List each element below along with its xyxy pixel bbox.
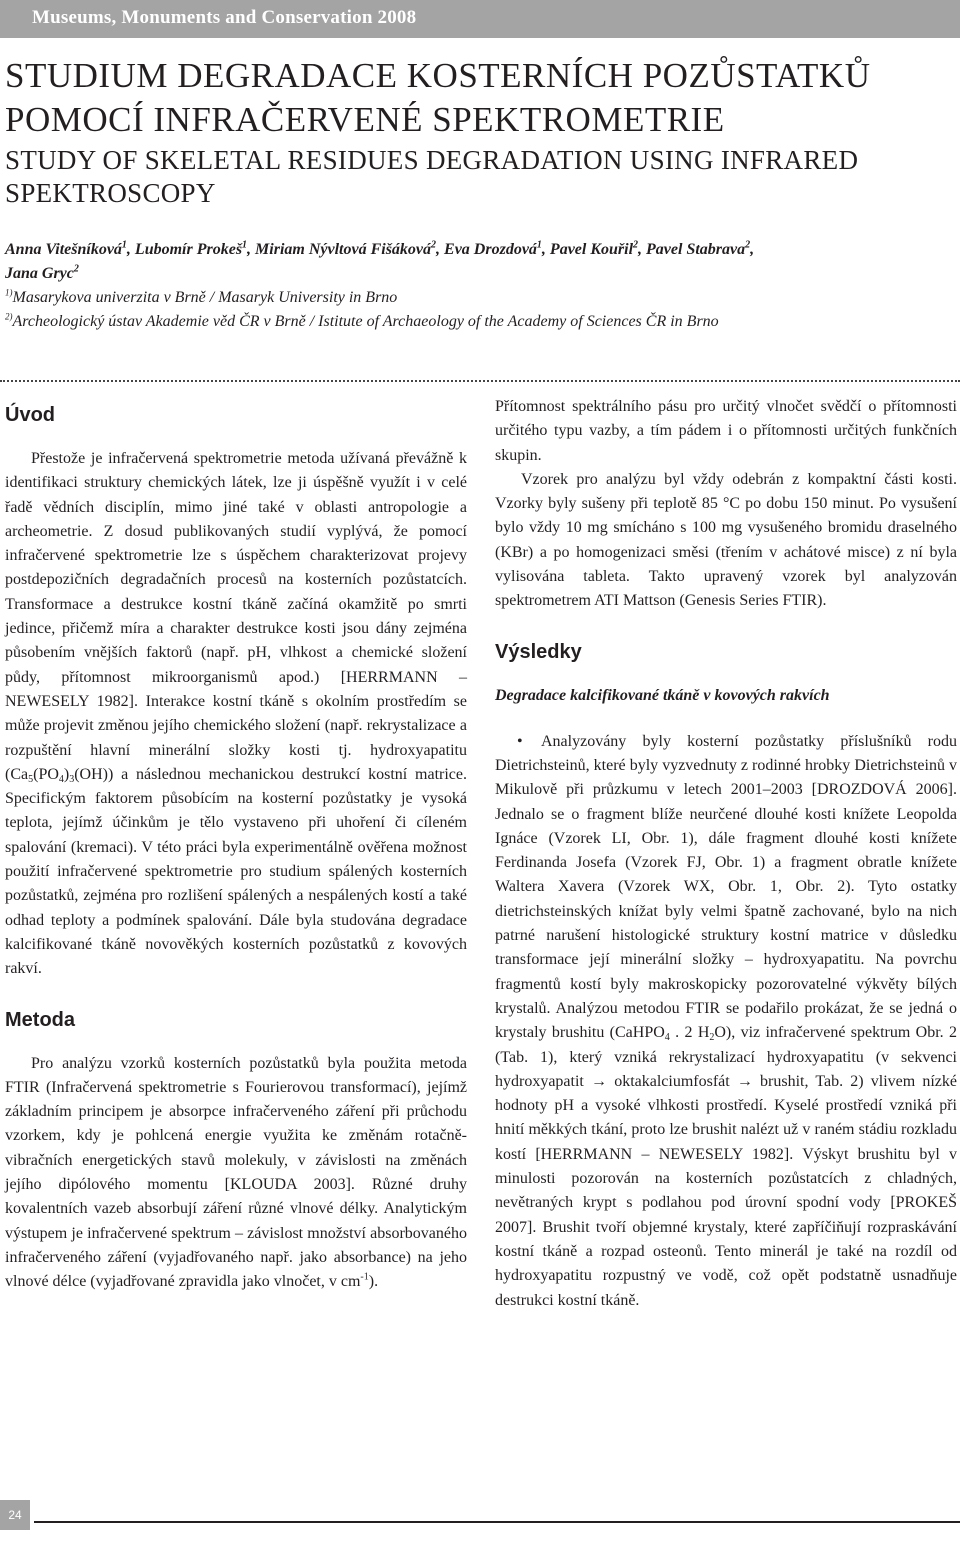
title-en-line-1: STUDY OF SKELETAL RESIDUES DEGRADATION USING INFRARED xyxy=(5,145,859,175)
author: Miriam Nývltová Fišáková$^2$ xyxy=(255,239,437,258)
footer-rule xyxy=(34,1521,960,1523)
paragraph-uvod: Přestože je infračervená spektrometrie metoda užívaná převážně k identifikaci struktury chemických látek, lze ji úspěšně využít i v celé řadě vědních disciplín, mimo jiné také v oblasti antropologie a archeometrie. Z dosud publikovaných studií vyplývá, že pomocí infračervené spektrometrie lze s úspěchem charakterizovat projevy postdepozičních degradačních procesů na kosterních pozůstatcích. Transformace a destrukce kostní tkáně začíná okamžitě po smrti jedince, přičemž míra a charakter destrukce kosti jsou dány zejména působením vnějších faktorů (např. pH, vlhkost a chemické složení půdy, přítomnost mikroorganismů apod.) [HERRMANN – NEWESELY 1982]. Interakce kostní tkáně s okolním prostředím se může projevit změnou jejího chemického složení (např. rekrystalizace a rozpuštění hlavní minerální složky kosti tj. hydroxyapatitu $(Ca_5(PO_4)_3(OH))$ a následnou mechanickou destrukcí kostní matrice. Specifickým faktorem působícím na kosterní pozůstatky je vysoká teplota, jejímž účinkům je tělo vystaveno při uhoření či cíleném spalování (kremaci). V této práci byla experimentálně ověřena možnost použití infračervené spektrometrie pro studium spálených kosterních pozůstatků, zejména pro rozlišení spálených a nespálených kostí a také odhad teploty a podmínek spalování. Dále byla studována degradace kalcifikované tkáně novověkých kosterních pozůstatků z kovových rakví. xyxy=(5,450,467,978)
author: Anna Vitešníková$^1$ xyxy=(5,239,127,258)
title-cz-line-1: STUDIUM DEGRADACE KOSTERNÍCH POZŮSTATKŮ xyxy=(5,56,871,95)
affiliation-1: $^{1)}$Masarykova univerzita v Brně / Masaryk University in Brno xyxy=(5,287,398,306)
section-heading-vysledky: Výsledky xyxy=(495,640,582,663)
journal-title: Museums, Monuments and Conservation 2008 xyxy=(32,7,417,28)
dotted-divider xyxy=(0,380,960,382)
journal-header-bar xyxy=(0,0,960,38)
title-cz-line-2: POMOCÍ INFRAČERVENÉ SPEKTROMETRIE xyxy=(5,100,725,139)
author: Eva Drozdová$^1$ xyxy=(444,239,542,258)
bullet-paragraph-dietrichstein: • Analyzovány byly kosterní pozůstatky příslušníků rodu Dietrichsteinů, které byly vyzvednuty z rodinné hrobky Dietrichsteinů v Mikulově při průzkumu v letech 2001–2003 [DROZDOVÁ 2006]. Jednalo se o fragment blíže neurčené dlouhé kosti knížete Leopolda Ignáce (Vzorek LI, Obr. 1), dále fragment dlouhé kosti knížete Ferdinanda Josefa (Vzorek FJ, Obr. 1) a fragment obratle knížete Waltera Xavera (Vzorek WX, Obr. 1, Obr. 2). Tyto ostatky dietrichsteinských knížat byly velmi špatně zachované, bylo na nich patrné narušení histologické struktury kostní matrice v důsledku transformace její minerální složky – hydroxyapatitu. Na povrchu fragmentů kostí byly makroskopicky pozorovatelné výkvěty bílých krystalů. Analýzou metodou FTIR se podařilo prokázat, že se jedná o krystaly brushitu (CaHPO$_4$ . 2 $H_2O$), viz infračervené spektrum Obr. 2 (Tab. 1), který vzniká rekrystalizací hydroxyapatitu (v sekvenci hydroxyapatit → oktakalciumfosfát → brushit, Tab. 2) vlivem nízké hodnoty pH a vysoké vlhkosti prostředí. Kyselé prostředí vzniká při hnití měkkých tkání, proto lze brushit nalézt už v raném stádiu rozkladu kostí [HERRMANN – NEWESELY 1982]. Výskyt brushitu byl v minulosti pozorován na kosterních pozůstatcích z chladných, nevětraných krypt s podlahou pod úrovní spodní vody [PROKEŠ 2007]. Brushit tvoří objemné krystaly, které zapříčiňují rozpraskávání kostní tkáně a rozpad osteonů. Tento minerál je také na rozdíl od hydroxyapatitu rozpustný ve vodě, což opět podstatně usnadňuje destrukci kostní tkáně. xyxy=(495,730,957,1313)
left-column xyxy=(5,395,467,1295)
page-number: 24 xyxy=(0,1500,30,1530)
paragraph-spectral-band: Přítomnost spektrálního pásu pro určitý vlnočet svědčí o přítomnosti určitého typu vazby, a tím pádem i o přítomnosti určitých funkčních skupin. xyxy=(495,398,957,464)
article-title-czech xyxy=(5,54,955,142)
bullet-icon: • xyxy=(517,732,523,750)
author-list: Anna Vitešníková$^1$, Lubomír Prokeš$^1$, Miriam Nývltová Fišáková$^2$, Eva Drozdová$^1$, Pavel Kouřil$^2$, Pavel Stabrava$^2$, Jana Gryc$^2$ xyxy=(5,239,755,282)
author: Pavel Stabrava$^2$ xyxy=(646,239,751,258)
paragraph-metoda: Pro analýzu vzorků kosterních pozůstatků byla použita metoda FTIR (Infračervená spektrometrie s Fourierovou transformací), jejímž základním principem je absorpce infračerveného záření při průchodu vzorkem, kdy je pohlcená energie využita ke změnám rotačně-vibračních energetických stavů molekuly, v závislosti na změnách jejího dipólového momentu [KLOUDA 2003]. Různé druhy kovalentních vazeb absorbují záření různé vlnové délky. Analytickým výstupem je infračervené spektrum – závislost množství absorbovaného infračerveného záření (vyjadřovaného např. jako absorbance) na jeho vlnové délce (vyjadřované zpravidla jako vlnočet, v $cm^{-1}$). xyxy=(5,1054,467,1291)
author: Jana Gryc$^2$ xyxy=(5,263,79,282)
paragraph-sample-preparation: Vzorek pro analýzu byl vždy odebrán z kompaktní části kosti. Vzorky byly sušeny při teplotě 85 °C po dobu 150 minut. Po vysušení bylo vždy 10 mg smícháno s 100 mg vysušeného bromidu draselného (KBr) a po homogenizaci směsi (třením v achátové misce) z ní byla vylisována tableta. Takto upravený vzorek byl analyzován spektrometrem ATI Mattson (Genesis Series FTIR). xyxy=(495,470,957,610)
author: Pavel Kouřil$^2$ xyxy=(549,239,639,258)
author: Lubomír Prokeš$^1$ xyxy=(134,239,248,258)
title-en-line-2: SPEKTROSCOPY xyxy=(5,178,216,208)
section-heading-uvod: Úvod xyxy=(5,404,55,426)
section-heading-metoda: Metoda xyxy=(5,1008,75,1031)
right-column xyxy=(495,395,957,1313)
article-title-english xyxy=(5,144,955,210)
affiliation-2: $^{2)}$Archeologický ústav Akademie věd ČR v Brně / Istitute of Archaeology of the Academy of Sciences ČR in Brno xyxy=(5,311,719,330)
subsection-heading-degradace: Degradace kalcifikované tkáně v kovových rakvích xyxy=(495,686,830,704)
